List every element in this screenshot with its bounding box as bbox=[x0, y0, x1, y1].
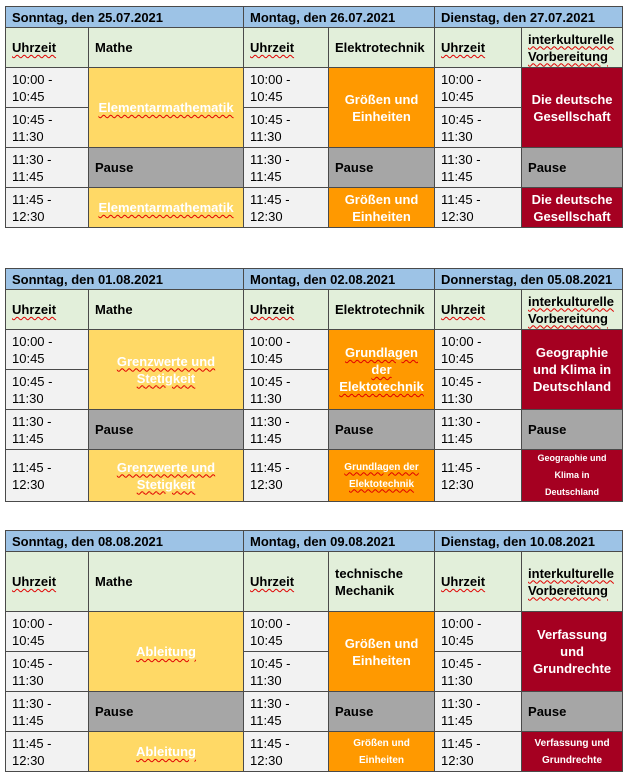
day-header: Sonntag, den 08.08.2021 bbox=[6, 531, 244, 552]
time-slot: 11:30 - 11:45 bbox=[435, 692, 522, 732]
time-slot: 11:30 - 11:45 bbox=[244, 148, 329, 188]
time-slot: 11:30 - 11:45 bbox=[435, 148, 522, 188]
time-slot: 10:00 - 10:45 bbox=[435, 612, 522, 652]
column-header-subject: Elektrotechnik bbox=[329, 290, 435, 330]
time-slot: 10:45 - 11:30 bbox=[244, 370, 329, 410]
lesson-interkulturell: Verfassung und Grundrechte bbox=[522, 732, 623, 772]
pause-cell: Pause bbox=[89, 148, 244, 188]
lesson-technik: Größen und Einheiten bbox=[329, 732, 435, 772]
lesson-technik: Grundlagen der Elektotechnik bbox=[329, 450, 435, 502]
time-slot: 10:00 - 10:45 bbox=[244, 612, 329, 652]
day-header: Dienstag, den 10.08.2021 bbox=[435, 531, 623, 552]
lesson-interkulturell: Verfassung und Grundrechte bbox=[522, 612, 623, 692]
column-header-subject: Mathe bbox=[89, 552, 244, 612]
lesson-interkulturell: Geographie und Klima in Deutschland bbox=[522, 450, 623, 502]
lesson-mathe: Ableitung bbox=[89, 612, 244, 692]
time-slot: 11:45 - 12:30 bbox=[6, 732, 89, 772]
column-header-subject: interkulturelle Vorbereitung bbox=[522, 28, 623, 68]
pause-cell: Pause bbox=[522, 410, 623, 450]
pause-cell: Pause bbox=[89, 410, 244, 450]
time-slot: 10:45 - 11:30 bbox=[6, 652, 89, 692]
time-slot: 10:45 - 11:30 bbox=[6, 108, 89, 148]
pause-cell: Pause bbox=[329, 148, 435, 188]
column-header-time: Uhrzeit bbox=[6, 28, 89, 68]
time-slot: 10:00 - 10:45 bbox=[6, 330, 89, 370]
column-header-time: Uhrzeit bbox=[435, 290, 522, 330]
time-slot: 10:45 - 11:30 bbox=[244, 108, 329, 148]
pause-cell: Pause bbox=[329, 692, 435, 732]
time-slot: 10:45 - 11:30 bbox=[435, 370, 522, 410]
column-header-time: Uhrzeit bbox=[435, 552, 522, 612]
pause-cell: Pause bbox=[522, 148, 623, 188]
time-slot: 11:45 - 12:30 bbox=[244, 450, 329, 502]
column-header-subject: Elektrotechnik bbox=[329, 28, 435, 68]
time-slot: 11:45 - 12:30 bbox=[6, 188, 89, 228]
time-slot: 11:45 - 12:30 bbox=[6, 450, 89, 502]
time-slot: 10:00 - 10:45 bbox=[6, 68, 89, 108]
time-slot: 11:45 - 12:30 bbox=[244, 732, 329, 772]
time-slot: 10:45 - 11:30 bbox=[6, 370, 89, 410]
lesson-mathe: Ableitung bbox=[89, 732, 244, 772]
schedule-week-2 bbox=[5, 268, 623, 502]
schedule-week-3 bbox=[5, 530, 623, 772]
pause-cell: Pause bbox=[329, 410, 435, 450]
day-header: Montag, den 09.08.2021 bbox=[244, 531, 435, 552]
day-header: Dienstag, den 27.07.2021 bbox=[435, 7, 623, 28]
column-header-subject: technische Mechanik bbox=[329, 552, 435, 612]
time-slot: 10:45 - 11:30 bbox=[435, 108, 522, 148]
lesson-mathe: Grenzwerte und Stetigkeit bbox=[89, 450, 244, 502]
lesson-interkulturell: Die deutsche Gesellschaft bbox=[522, 68, 623, 148]
column-header-subject: Mathe bbox=[89, 28, 244, 68]
time-slot: 11:45 - 12:30 bbox=[435, 188, 522, 228]
day-header: Sonntag, den 25.07.2021 bbox=[6, 7, 244, 28]
time-slot: 11:30 - 11:45 bbox=[244, 692, 329, 732]
time-slot: 10:00 - 10:45 bbox=[244, 330, 329, 370]
day-header: Donnerstag, den 05.08.2021 bbox=[435, 269, 623, 290]
pause-cell: Pause bbox=[89, 692, 244, 732]
lesson-interkulturell: Die deutsche Gesellschaft bbox=[522, 188, 623, 228]
column-header-time: Uhrzeit bbox=[244, 28, 329, 68]
pause-cell: Pause bbox=[522, 692, 623, 732]
time-slot: 10:00 - 10:45 bbox=[435, 330, 522, 370]
lesson-mathe: Elementarmathematik bbox=[89, 68, 244, 148]
time-slot: 11:45 - 12:30 bbox=[435, 450, 522, 502]
day-header: Montag, den 26.07.2021 bbox=[244, 7, 435, 28]
time-slot: 11:30 - 11:45 bbox=[6, 148, 89, 188]
column-header-time: Uhrzeit bbox=[435, 28, 522, 68]
time-slot: 10:00 - 10:45 bbox=[435, 68, 522, 108]
lesson-technik: Größen und Einheiten bbox=[329, 612, 435, 692]
time-slot: 10:00 - 10:45 bbox=[6, 612, 89, 652]
lesson-mathe: Grenzwerte und Stetigkeit bbox=[89, 330, 244, 410]
time-slot: 10:45 - 11:30 bbox=[244, 652, 329, 692]
time-slot: 11:30 - 11:45 bbox=[244, 410, 329, 450]
schedule-week-1 bbox=[5, 6, 623, 228]
column-header-time: Uhrzeit bbox=[6, 290, 89, 330]
lesson-interkulturell: Geographie und Klima in Deutschland bbox=[522, 330, 623, 410]
time-slot: 10:45 - 11:30 bbox=[435, 652, 522, 692]
lesson-technik: Größen und Einheiten bbox=[329, 68, 435, 148]
lesson-technik: Größen und Einheiten bbox=[329, 188, 435, 228]
lesson-mathe: Elementarmathematik bbox=[89, 188, 244, 228]
column-header-time: Uhrzeit bbox=[244, 552, 329, 612]
column-header-subject: interkulturelle Vorbereitung bbox=[522, 290, 623, 330]
column-header-time: Uhrzeit bbox=[6, 552, 89, 612]
time-slot: 11:45 - 12:30 bbox=[244, 188, 329, 228]
lesson-technik: Grundlagen der Elektotechnik bbox=[329, 330, 435, 410]
time-slot: 10:00 - 10:45 bbox=[244, 68, 329, 108]
column-header-time: Uhrzeit bbox=[244, 290, 329, 330]
time-slot: 11:30 - 11:45 bbox=[6, 692, 89, 732]
time-slot: 11:30 - 11:45 bbox=[6, 410, 89, 450]
column-header-subject: interkulturelle Vorbereitung bbox=[522, 552, 623, 612]
time-slot: 11:30 - 11:45 bbox=[435, 410, 522, 450]
column-header-subject: Mathe bbox=[89, 290, 244, 330]
day-header: Sonntag, den 01.08.2021 bbox=[6, 269, 244, 290]
time-slot: 11:45 - 12:30 bbox=[435, 732, 522, 772]
day-header: Montag, den 02.08.2021 bbox=[244, 269, 435, 290]
